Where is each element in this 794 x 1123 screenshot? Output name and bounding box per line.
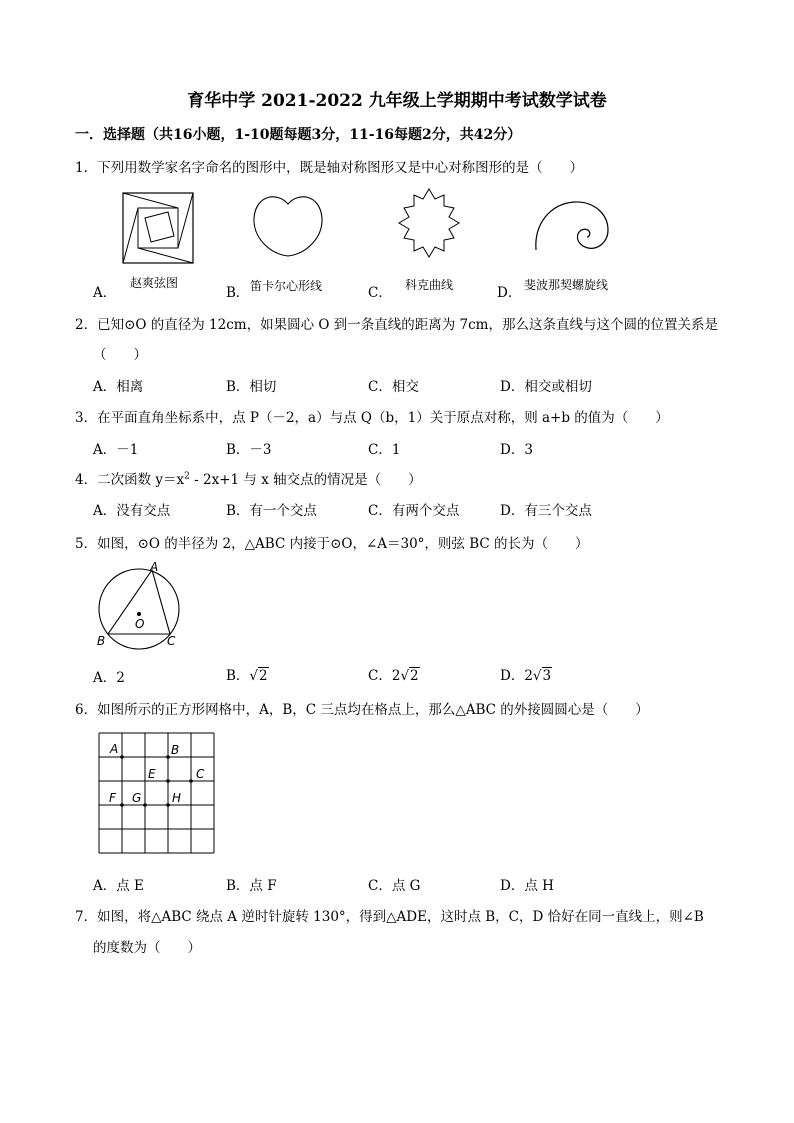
q4-option-d: D．有三个交点 — [500, 503, 592, 519]
q6-option-a: A．点 E — [93, 878, 144, 894]
q1-caption-c: 科克曲线 — [405, 278, 454, 292]
q4-option-c: C．有两个交点 — [368, 503, 460, 519]
q6-option-b: B．点 F — [226, 878, 277, 894]
q1-option-b: B． — [226, 285, 250, 301]
q1-option-d: D． — [497, 285, 522, 301]
q2-option-b: B．相切 — [226, 379, 277, 395]
q1-caption-d: 斐波那契螺旋线 — [524, 278, 609, 292]
section-heading: 一．选择题（共16小题，1-10题每题3分，11-16每题2分，共42分） — [75, 127, 522, 143]
label-b: B — [97, 634, 106, 648]
circle-triangle-figure — [92, 562, 187, 652]
cardioid-diagram — [248, 190, 328, 262]
q2-stem-cont: （ ） — [93, 347, 147, 363]
grid-label-b: B — [171, 743, 180, 757]
q1-option-a: A． — [93, 285, 117, 301]
grid-label-e: E — [148, 767, 156, 781]
label-a: A — [150, 562, 159, 574]
q3-option-d: D．3 — [500, 442, 533, 458]
q3-option-a: A．－1 — [93, 442, 139, 458]
grid-figure — [96, 730, 222, 858]
koch-curve-diagram — [388, 186, 470, 262]
q5-option-b: B．√2 — [226, 668, 268, 684]
q7-stem: 7．如图，将△ABC 绕点 A 逆时针旋转 130°，得到△ADE，这时点 B，C，D 恰好在同一直线上，则∠B — [75, 909, 704, 925]
zhao-shuang-diagram — [120, 190, 200, 265]
q1-caption-b: 笛卡尔心形线 — [250, 279, 323, 293]
q2-stem: 2．已知⊙O 的直径为 12cm，如果圆心 O 到一条直线的距离为 7cm，那么这条直线与这个圆的位置关系是 — [75, 317, 718, 333]
q4-stem: 4．二次函数 $y=x^2 - 2x+1$ 与 x 轴交点的情况是（ ） — [75, 471, 422, 488]
q1-stem: 1．下列用数学家名字命名的图形中，既是轴对称图形又是中心对称图形的是（ ） — [75, 160, 584, 176]
q5-stem: 5．如图，⊙O 的半径为 2，△ABC 内接于⊙O，∠A＝30°，则弦 BC 的长为（ ） — [75, 536, 589, 552]
page-title: 育华中学 2021-2022 九年级上学期期中考试数学试卷 — [187, 91, 607, 111]
q6-option-d: D．点 H — [500, 878, 554, 894]
grid-label-c: C — [196, 767, 205, 781]
grid-label-f: F — [109, 791, 116, 805]
q3-option-b: B．－3 — [226, 442, 272, 458]
q2-option-c: C．相交 — [368, 379, 419, 395]
label-o: O — [135, 617, 145, 631]
q7-stem-cont: 的度数为（ ） — [93, 940, 201, 956]
q5-option-a: A．2 — [93, 670, 125, 686]
q6-stem: 6．如图所示的正方形网格中，A，B，C 三点均在格点上，那么△ABC 的外接圆圆心是（ ） — [75, 702, 649, 718]
q3-stem: 3．在平面直角坐标系中，点 P（－2，a）与点 Q（b，1）关于原点对称，则 a+b 的值为（ ） — [75, 410, 669, 426]
q6-option-c: C．点 G — [368, 878, 421, 894]
grid-label-h: H — [172, 791, 182, 805]
q4-option-a: A．没有交点 — [93, 503, 171, 519]
q4-option-b: B．有一个交点 — [226, 503, 317, 519]
q2-option-a: A．相离 — [93, 379, 144, 395]
q2-option-d: D．相交或相切 — [500, 379, 592, 395]
fibonacci-spiral-diagram — [528, 196, 614, 256]
q5-option-c: C．2√2 — [368, 668, 419, 684]
q1-option-c: C． — [368, 285, 392, 301]
label-c: C — [167, 634, 176, 648]
grid-label-a: A — [110, 742, 119, 756]
grid-label-g: G — [132, 791, 142, 805]
q3-option-c: C．1 — [368, 442, 401, 458]
q5-option-d: D．2√3 — [500, 668, 552, 684]
q1-caption-a: 赵爽弦图 — [130, 276, 179, 290]
